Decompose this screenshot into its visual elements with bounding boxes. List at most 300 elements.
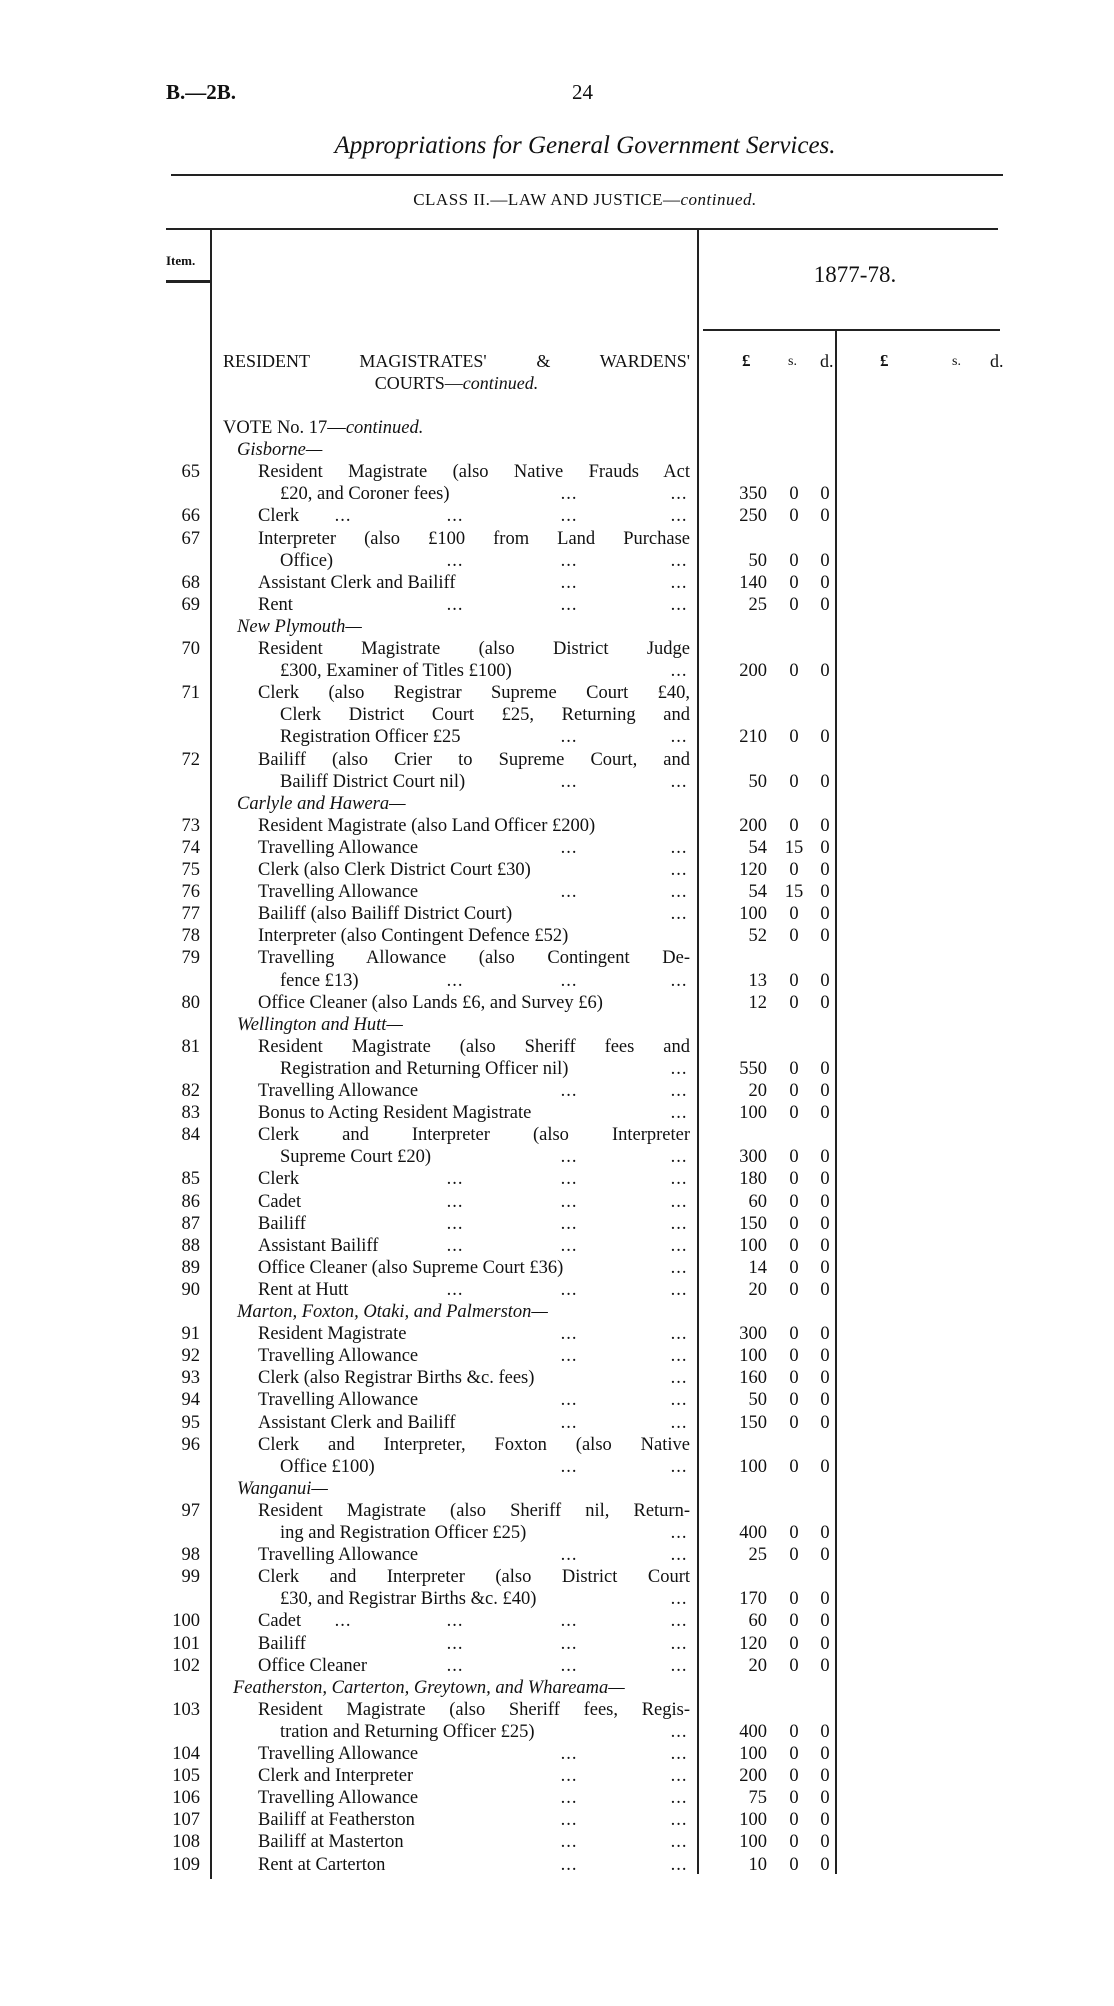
line-description: Bailiff (also Crier to Supreme Court, and <box>258 749 690 770</box>
table-row <box>0 1367 1114 1389</box>
amount-shillings: 0 <box>789 970 799 991</box>
table-row <box>0 925 1114 947</box>
leader-dots: ... <box>670 1721 688 1742</box>
amount-pence: 0 <box>820 904 830 925</box>
leader-dots: ... <box>670 594 688 615</box>
line-description: fence £13) <box>280 970 359 991</box>
amount-pence: 0 <box>820 992 830 1013</box>
amount-shillings: 0 <box>789 1147 799 1168</box>
line-description: tration and Returning Officer £25) <box>280 1721 535 1742</box>
item-number: 75 <box>181 860 200 880</box>
amount-shillings: 0 <box>789 484 799 505</box>
line-description: Travelling Allowance <box>258 882 419 903</box>
item-number: 98 <box>181 1545 200 1566</box>
table-row <box>0 1456 1114 1478</box>
amount-pounds: 150 <box>739 1213 767 1234</box>
title-rule <box>171 174 1003 176</box>
amount-pounds: 160 <box>739 1368 767 1389</box>
amount-pounds: 200 <box>739 815 767 836</box>
amount-shillings: 0 <box>789 1456 799 1477</box>
district-heading: Featherston, Carterton, Greytown, and Whareama— <box>233 1677 625 1698</box>
amount-shillings: 15 <box>784 837 804 858</box>
line-description: Assistant Clerk and Bailiff <box>258 1412 456 1433</box>
amount-pounds: 210 <box>739 727 767 748</box>
amount-pence: 0 <box>820 1103 830 1124</box>
table-row <box>0 505 1114 527</box>
amount-pence: 0 <box>820 1368 830 1389</box>
class-heading-text: CLASS II.—LAW AND JUSTICE— <box>413 190 681 209</box>
leader-dots: ... <box>560 1169 578 1190</box>
item-number: 108 <box>172 1832 200 1853</box>
table-row <box>0 1831 1114 1853</box>
amount-pence: 0 <box>820 1147 830 1168</box>
table-row <box>0 1633 1114 1655</box>
table-row <box>0 1257 1114 1279</box>
line-description: Travelling Allowance <box>258 1545 419 1566</box>
table-row <box>0 1610 1114 1632</box>
amount-pounds: 400 <box>739 1523 767 1543</box>
item-number: 109 <box>172 1854 200 1875</box>
amount-shillings: 0 <box>789 1611 799 1632</box>
amount-shillings: 15 <box>784 882 804 903</box>
amount-shillings: 0 <box>789 1169 799 1190</box>
leader-dots: ... <box>670 1766 688 1787</box>
line-description: Office £100) <box>280 1456 375 1477</box>
amount-shillings: 0 <box>789 860 799 880</box>
leader-dots: ... <box>560 727 578 748</box>
amount-shillings: 0 <box>789 594 799 615</box>
table-row <box>0 1434 1114 1456</box>
district-heading-row <box>0 1014 1114 1036</box>
leader-dots: ... <box>560 1147 578 1168</box>
line-description: Interpreter (also £100 from Land Purchase <box>258 528 690 549</box>
amount-shillings: 0 <box>789 1368 799 1389</box>
section-heading-cont-text: COURTS— <box>374 373 463 393</box>
amount-pence: 0 <box>820 661 830 682</box>
leader-dots: ... <box>670 904 688 925</box>
amount-pence: 0 <box>820 550 830 571</box>
leader-dots: ... <box>670 1257 688 1278</box>
item-number: 101 <box>172 1633 200 1654</box>
table-row <box>0 1854 1114 1876</box>
line-description: Office Cleaner (also Supreme Court £36) <box>258 1257 564 1278</box>
item-number: 104 <box>172 1744 200 1764</box>
amount-pounds: 54 <box>748 882 767 903</box>
amount-shillings: 0 <box>789 815 799 836</box>
item-header-underline <box>166 280 210 283</box>
line-description: £300, Examiner of Titles £100) <box>280 661 512 682</box>
amount-shillings: 0 <box>789 1390 799 1411</box>
amount-shillings: 0 <box>789 1346 799 1367</box>
leader-dots: ... <box>670 1169 688 1190</box>
leader-dots: ... <box>670 771 688 792</box>
leader-dots: ... <box>560 1633 578 1654</box>
amount-pence: 0 <box>820 1611 830 1632</box>
item-number: 71 <box>181 683 200 704</box>
amount-pounds: 50 <box>748 550 767 571</box>
amount-pounds: 60 <box>748 1611 767 1632</box>
amount-pounds: 170 <box>739 1589 767 1610</box>
vote-heading <box>223 417 423 439</box>
district-heading-row <box>0 1677 1114 1699</box>
leader-dots: ... <box>446 1655 464 1676</box>
table-row <box>0 1191 1114 1213</box>
leader-dots: ... <box>670 1058 688 1079</box>
line-description: Bailiff <box>258 1213 306 1234</box>
amount-pence: 0 <box>820 837 830 858</box>
amount-pounds: 120 <box>739 860 767 880</box>
leader-dots: ... <box>560 882 578 903</box>
amount-pence: 0 <box>820 1744 830 1764</box>
amount-pounds: 180 <box>739 1169 767 1190</box>
amount-shillings: 0 <box>789 1633 799 1654</box>
leader-dots: ... <box>670 661 688 682</box>
leader-dots: ... <box>670 550 688 571</box>
section-heading: RESIDENT MAGISTRATES' & WARDENS' <box>223 351 690 371</box>
leader-dots: ... <box>446 1213 464 1234</box>
line-description: Clerk and Interpreter (also District Court <box>258 1567 690 1588</box>
leader-dots: ... <box>670 484 688 505</box>
leader-dots: ... <box>560 1611 578 1632</box>
amount-pence: 0 <box>820 1854 830 1875</box>
item-number: 82 <box>181 1081 200 1101</box>
leader-dots: ... <box>560 594 578 615</box>
amount-pence: 0 <box>820 1213 830 1234</box>
pence-header-2: d. <box>990 351 1004 371</box>
amount-shillings: 0 <box>789 1279 799 1300</box>
leader-dots: ... <box>670 1523 688 1543</box>
line-description: Clerk <box>258 506 300 527</box>
amount-shillings: 0 <box>789 904 799 925</box>
amount-pounds: 400 <box>739 1721 767 1742</box>
leader-dots: ... <box>446 506 464 527</box>
amount-pounds: 100 <box>739 1235 767 1256</box>
leader-dots: ... <box>670 1810 688 1831</box>
vote-heading-continued: continued. <box>345 418 424 438</box>
amount-pounds: 100 <box>739 1346 767 1367</box>
table-row <box>0 1544 1114 1566</box>
amount-pounds: 140 <box>739 572 767 593</box>
table-top-rule <box>166 228 998 230</box>
line-description: Office) <box>280 550 334 571</box>
amount-pence: 0 <box>820 815 830 836</box>
line-description: Travelling Allowance <box>258 1744 419 1764</box>
leader-dots: ... <box>670 1744 688 1764</box>
table-row <box>0 572 1114 594</box>
item-number: 87 <box>181 1213 200 1234</box>
amount-shillings: 0 <box>789 1523 799 1543</box>
line-description: Rent <box>258 594 293 615</box>
amount-shillings: 0 <box>789 1810 799 1831</box>
leader-dots: ... <box>560 1655 578 1676</box>
table-row <box>0 1213 1114 1235</box>
item-number: 78 <box>181 926 200 947</box>
leader-dots: ... <box>446 970 464 991</box>
amount-shillings: 0 <box>789 1589 799 1610</box>
amount-shillings: 0 <box>789 1788 799 1809</box>
line-description: Office Cleaner <box>258 1655 368 1676</box>
line-description: Bailiff <box>258 1633 306 1654</box>
shillings-header-2: s. <box>952 354 961 369</box>
document-code: B.—2B. <box>166 80 237 104</box>
table-row <box>0 1412 1114 1434</box>
line-description: £20, and Coroner fees) <box>280 484 450 505</box>
leader-dots: ... <box>446 1191 464 1212</box>
amount-pence: 0 <box>820 1257 830 1278</box>
item-number: 66 <box>181 506 200 527</box>
line-description: Bailiff (also Bailiff District Court) <box>258 904 513 925</box>
item-number: 70 <box>181 639 200 659</box>
table-row <box>0 1699 1114 1721</box>
leader-dots: ... <box>670 1832 688 1853</box>
amount-shillings: 0 <box>789 1324 799 1345</box>
amount-pounds: 20 <box>748 1081 767 1101</box>
item-number: 91 <box>181 1324 200 1345</box>
item-number: 93 <box>181 1368 200 1389</box>
leader-dots: ... <box>670 1456 688 1477</box>
leader-dots: ... <box>670 1788 688 1809</box>
amount-pence: 0 <box>820 1523 830 1543</box>
amount-pounds: 52 <box>748 926 767 947</box>
table-row <box>0 1124 1114 1146</box>
amount-pounds: 350 <box>739 484 767 505</box>
leader-dots: ... <box>560 771 578 792</box>
district-heading: Wanganui— <box>237 1478 328 1499</box>
table-row <box>0 1235 1114 1257</box>
leader-dots: ... <box>670 1854 688 1875</box>
leader-dots: ... <box>670 506 688 527</box>
amount-pounds: 200 <box>739 1766 767 1787</box>
leader-dots: ... <box>446 1611 464 1632</box>
leader-dots: ... <box>446 1279 464 1300</box>
district-heading-row <box>0 1478 1114 1500</box>
year-rule <box>703 329 1000 331</box>
table-row <box>0 1058 1114 1080</box>
leader-dots: ... <box>446 1169 464 1190</box>
leader-dots: ... <box>670 882 688 903</box>
table-row <box>0 837 1114 859</box>
amount-pence: 0 <box>820 1324 830 1345</box>
amount-shillings: 0 <box>789 727 799 748</box>
line-description: Rent at Hutt <box>258 1279 349 1300</box>
amount-shillings: 0 <box>789 1545 799 1566</box>
amount-pence: 0 <box>820 1832 830 1853</box>
table-row <box>0 1721 1114 1743</box>
amount-shillings: 0 <box>789 992 799 1013</box>
line-description: Clerk <box>258 1169 300 1190</box>
amount-pounds: 300 <box>739 1324 767 1345</box>
table-row <box>0 1080 1114 1102</box>
item-number: 77 <box>181 904 200 925</box>
amount-pence: 0 <box>820 1390 830 1411</box>
item-number: 107 <box>172 1810 200 1831</box>
leader-dots: ... <box>560 1788 578 1809</box>
item-number: 90 <box>181 1279 200 1300</box>
table-row <box>0 726 1114 748</box>
leader-dots: ... <box>670 727 688 748</box>
item-number: 88 <box>181 1235 200 1256</box>
item-number: 99 <box>181 1567 200 1588</box>
line-description: Clerk (also Clerk District Court £30) <box>258 860 531 880</box>
leader-dots: ... <box>560 837 578 858</box>
leader-dots: ... <box>446 594 464 615</box>
leader-dots: ... <box>560 1545 578 1566</box>
leader-dots: ... <box>670 1368 688 1389</box>
amount-pounds: 300 <box>739 1147 767 1168</box>
amount-pence: 0 <box>820 882 830 903</box>
line-description: Clerk and Interpreter <box>258 1766 414 1787</box>
leader-dots: ... <box>446 1633 464 1654</box>
table-row <box>0 1345 1114 1367</box>
pounds-header-2: £ <box>880 351 889 370</box>
amount-pounds: 75 <box>748 1788 767 1809</box>
item-number: 105 <box>172 1766 200 1787</box>
table-row <box>0 1279 1114 1301</box>
amount-shillings: 0 <box>789 661 799 682</box>
leader-dots: ... <box>560 1766 578 1787</box>
item-number: 94 <box>181 1390 200 1411</box>
table-row <box>0 550 1114 572</box>
amount-pence: 0 <box>820 484 830 505</box>
leader-dots: ... <box>670 970 688 991</box>
leader-dots: ... <box>670 1324 688 1345</box>
vote-heading-text: VOTE No. 17— <box>223 418 346 438</box>
item-number: 74 <box>181 837 200 858</box>
table-row <box>0 1522 1114 1544</box>
amount-pence: 0 <box>820 506 830 527</box>
vote-row <box>0 417 1114 439</box>
line-description: Bailiff District Court nil) <box>280 771 466 792</box>
amount-shillings: 0 <box>789 1744 799 1764</box>
leader-dots: ... <box>670 1655 688 1676</box>
leader-dots: ... <box>670 1412 688 1433</box>
amount-shillings: 0 <box>789 1412 799 1433</box>
line-description: Travelling Allowance <box>258 1346 419 1367</box>
line-description: ing and Registration Officer £25) <box>280 1523 527 1543</box>
item-number: 65 <box>181 462 200 483</box>
amount-pence: 0 <box>820 1235 830 1256</box>
leader-dots: ... <box>670 1235 688 1256</box>
amount-pence: 0 <box>820 1721 830 1742</box>
leader-dots: ... <box>560 1324 578 1345</box>
amount-shillings: 0 <box>789 1213 799 1234</box>
amount-pence: 0 <box>820 1788 830 1809</box>
amount-pounds: 100 <box>739 1456 767 1477</box>
table-row <box>0 1146 1114 1168</box>
pounds-header: £ <box>742 351 751 370</box>
table-row <box>0 1036 1114 1058</box>
item-number: 85 <box>181 1169 200 1190</box>
leader-dots: ... <box>670 1611 688 1632</box>
shillings-header: s. <box>788 354 797 369</box>
line-description: Cadet <box>258 1611 302 1632</box>
leader-dots: ... <box>670 1390 688 1411</box>
leader-dots: ... <box>670 1346 688 1367</box>
leader-dots: ... <box>560 506 578 527</box>
table-row <box>0 704 1114 726</box>
district-heading: Marton, Foxton, Otaki, and Palmerston— <box>237 1302 548 1322</box>
amount-shillings: 0 <box>789 1103 799 1124</box>
leader-dots: ... <box>670 860 688 880</box>
district-heading: Gisborne— <box>237 440 323 461</box>
amount-pence: 0 <box>820 1766 830 1787</box>
amount-shillings: 0 <box>789 1721 799 1742</box>
table-row <box>0 1787 1114 1809</box>
leader-dots: ... <box>670 1147 688 1168</box>
line-description: £30, and Registrar Births &c. £40) <box>280 1589 537 1610</box>
amount-shillings: 0 <box>789 926 799 947</box>
leader-dots: ... <box>560 1346 578 1367</box>
section-heading-cont-italic: continued. <box>462 373 539 393</box>
amount-pence: 0 <box>820 1456 830 1477</box>
table-row <box>0 947 1114 969</box>
amount-pence: 0 <box>820 1589 830 1610</box>
table-row <box>0 528 1114 550</box>
line-description: Travelling Allowance <box>258 1788 419 1809</box>
amount-pounds: 100 <box>739 1103 767 1124</box>
amount-pence: 0 <box>820 1169 830 1190</box>
table-row <box>0 1743 1114 1765</box>
pence-header: d. <box>820 351 834 371</box>
leader-dots: ... <box>670 1279 688 1300</box>
leader-dots: ... <box>670 1103 688 1124</box>
leader-dots: ... <box>560 1213 578 1234</box>
item-number: 73 <box>181 815 200 836</box>
amount-pence: 0 <box>820 1081 830 1101</box>
district-heading-row <box>0 1301 1114 1323</box>
amount-pence: 0 <box>820 860 830 880</box>
line-description: Travelling Allowance <box>258 837 419 858</box>
leader-dots: ... <box>670 1081 688 1101</box>
line-description: Resident Magistrate (also Native Frauds Act <box>258 462 690 483</box>
item-column-header: Item. <box>166 253 196 268</box>
table-row <box>0 970 1114 992</box>
table-row <box>0 1566 1114 1588</box>
amount-pounds: 25 <box>748 594 767 615</box>
line-description: Interpreter (also Contingent Defence £52) <box>258 926 569 947</box>
amount-pence: 0 <box>820 1633 830 1654</box>
item-number: 89 <box>181 1257 200 1278</box>
amount-shillings: 0 <box>789 1854 799 1875</box>
line-description: Rent at Carterton <box>258 1854 386 1875</box>
line-description: Cadet <box>258 1191 302 1212</box>
item-number: 84 <box>181 1125 200 1146</box>
table-row <box>0 1655 1114 1677</box>
item-number: 86 <box>181 1191 200 1212</box>
line-description: Resident Magistrate (also Sheriff fees and <box>258 1036 690 1057</box>
leader-dots: ... <box>560 1456 578 1477</box>
line-description: Resident Magistrate (also Land Officer £200) <box>258 815 596 836</box>
line-description: Registration Officer £25 <box>280 727 461 748</box>
item-number: 68 <box>181 572 200 593</box>
line-description: Resident Magistrate (also Sheriff fees, Regis- <box>258 1699 690 1720</box>
item-number: 76 <box>181 882 200 903</box>
amount-shillings: 0 <box>789 1058 799 1079</box>
table-row <box>0 1389 1114 1411</box>
page-number: 24 <box>572 80 593 104</box>
leader-dots: ... <box>670 1213 688 1234</box>
leader-dots: ... <box>560 1191 578 1212</box>
line-description: Travelling Allowance <box>258 1390 419 1411</box>
item-number: 102 <box>172 1655 200 1676</box>
amount-shillings: 0 <box>789 1766 799 1787</box>
table-row <box>0 1588 1114 1610</box>
table-row <box>0 638 1114 660</box>
leader-dots: ... <box>560 484 578 505</box>
amount-pounds: 60 <box>748 1191 767 1212</box>
amount-pence: 0 <box>820 594 830 615</box>
table-row <box>0 859 1114 881</box>
